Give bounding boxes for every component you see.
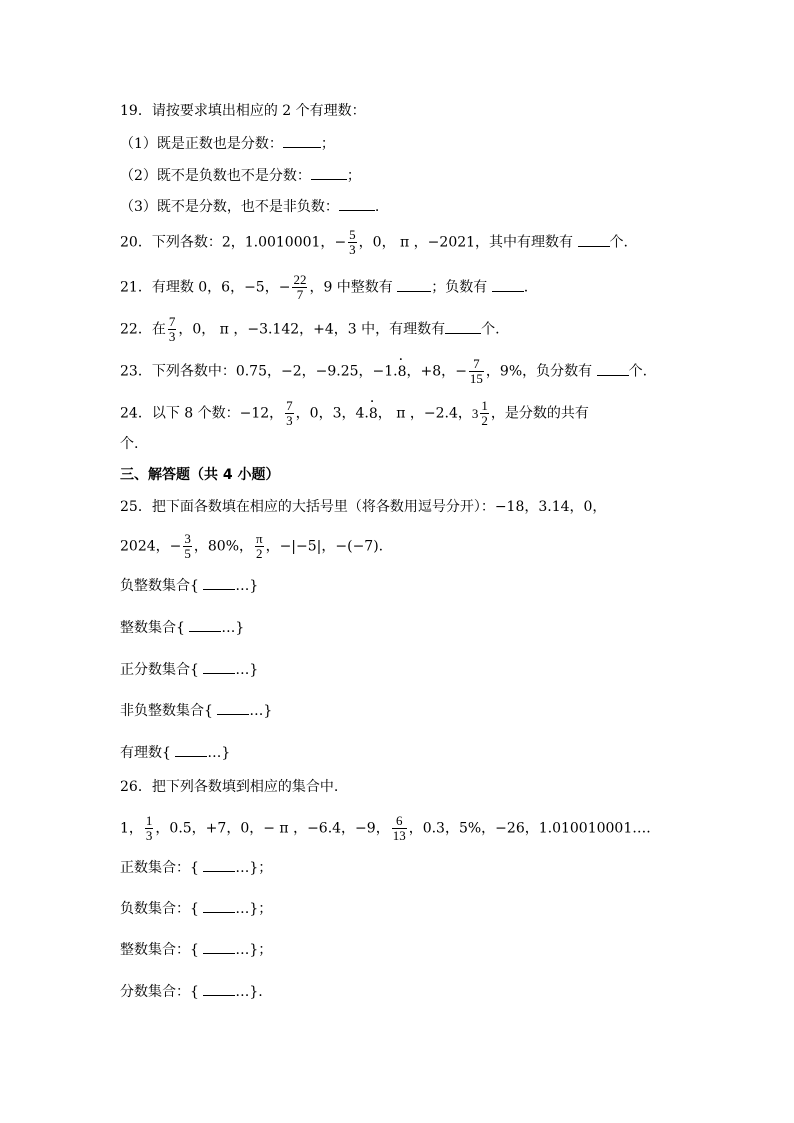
fraction-denominator: 7 [292, 287, 307, 302]
q26-text-b: ，0.5，+7，0，− π ，−6.4，−9， [155, 820, 390, 837]
q21-text-c: ；负数有 [431, 279, 492, 296]
set-label: 分数集合：{ [120, 984, 204, 1000]
q23-text-b: ，+8， [406, 363, 456, 380]
q24-text-b: ，0，3，4. [295, 405, 369, 422]
set-label: 有理数{ [120, 745, 176, 761]
answer-blank[interactable] [445, 319, 481, 334]
set-label: 正分数集合{ [120, 662, 204, 678]
q25-set-rationals [120, 742, 230, 763]
fraction-numerator: 7 [286, 398, 293, 413]
fraction-numerator: 22 [293, 272, 307, 287]
fraction-denominator: 2 [481, 413, 488, 428]
q25-line2 [120, 532, 383, 561]
q25-line1: 25．把下面各数填在相应的大括号里（将各数用逗号分开）：−18，3.14，0， [120, 499, 607, 515]
set-label: 整数集合：{ [120, 942, 204, 958]
answer-blank[interactable] [203, 898, 235, 913]
repeating-digit: · 8 [398, 362, 407, 382]
q22 [120, 315, 500, 344]
set-label: 整数集合{ [120, 620, 190, 636]
fraction-numerator: 1 [481, 398, 488, 413]
fraction-denominator: 15 [469, 371, 483, 386]
set-label: 负整数集合{ [120, 578, 204, 594]
set-end: …} [221, 620, 245, 636]
q24-text-a: 24．以下 8 个数：−12， [120, 405, 284, 422]
q22-fraction [168, 315, 177, 344]
q19-part3 [120, 196, 379, 217]
q22-text-a: 22．在 [120, 321, 166, 338]
q26-fraction-1 [145, 814, 154, 843]
q24 [120, 399, 589, 428]
answer-blank[interactable] [597, 361, 629, 376]
q21-neg: − [278, 279, 291, 296]
q19-part2 [120, 165, 361, 186]
answer-blank[interactable] [203, 981, 235, 996]
repeating-digit: · 8 [369, 404, 378, 424]
q25-set-negative-integers [120, 575, 258, 596]
fraction-denominator: 2 [256, 546, 263, 561]
fraction-denominator: 3 [286, 413, 293, 428]
q25-set-integers [120, 617, 244, 638]
set-end: …} [235, 578, 259, 594]
q23-text-c: ，9%，负分数有 [485, 363, 597, 380]
fraction-denominator: 13 [392, 828, 406, 843]
q25-pi-fraction [255, 532, 264, 561]
fraction-numerator: 7 [168, 314, 176, 329]
q26-text-c: ，0.3，5%，−26，1.010010001…. [408, 820, 651, 837]
q26-head: 26．把下列各数填到相应的集合中. [120, 779, 339, 795]
fraction-numerator: 5 [349, 227, 356, 242]
q23-text-d: 个. [628, 363, 648, 380]
q22-text-b: ，0， π ，−3.142，+4，3 中，有理数有 [178, 321, 446, 338]
mixed-whole: 3 [471, 405, 479, 421]
q25-text-b: 2024， [120, 538, 170, 555]
q23-fraction [469, 357, 484, 386]
q22-text-c: 个. [481, 321, 500, 338]
q24-mixed-number [472, 399, 491, 428]
q19-part1-text: （1）既是正数也是分数： [120, 136, 283, 152]
set-end: …}； [235, 860, 273, 876]
set-end: …}； [235, 942, 273, 958]
q26-numbers [120, 814, 651, 843]
fraction-numerator: 3 [184, 531, 191, 546]
answer-blank[interactable] [578, 232, 610, 247]
q24-text-c: ， π ，−2.4， [377, 405, 472, 422]
fraction-denominator: 5 [184, 546, 191, 561]
q26-fraction-2 [392, 814, 407, 843]
q19-part2-text: （2）既不是负数也不是分数： [120, 168, 311, 184]
q19-head: 19．请按要求填出相应的 2 个有理数： [120, 103, 366, 119]
q23-text-a: 23．下列各数中：0.75，−2，−9.25，−1. [120, 363, 398, 380]
q26-set-integer [120, 939, 272, 960]
q26-set-negative [120, 898, 272, 919]
q20-neg: − [334, 234, 347, 251]
answer-blank[interactable] [339, 196, 375, 211]
answer-blank[interactable] [283, 133, 321, 148]
fraction-denominator: 3 [168, 329, 176, 344]
q20-text-a: 20．下列各数：2，1.0010001， [120, 234, 335, 251]
q19-part2-end: ； [346, 168, 361, 184]
set-end: …} [249, 703, 273, 719]
q21 [120, 273, 528, 302]
set-label: 正数集合：{ [120, 860, 204, 876]
fraction-denominator: 3 [145, 828, 153, 843]
answer-blank[interactable] [217, 700, 249, 715]
set-end: …}； [235, 901, 273, 917]
answer-blank[interactable] [397, 277, 431, 292]
set-end: …}. [235, 984, 263, 1000]
q25-text-d: ，−|−5|，−(−7). [265, 538, 384, 555]
q25-fraction [183, 532, 192, 561]
q26-set-positive [120, 857, 272, 878]
answer-blank[interactable] [492, 277, 524, 292]
section-title: 三、解答题（共 4 小题） [120, 467, 280, 483]
q19-part3-text: （3）既不是分数，也不是非负数： [120, 199, 339, 215]
fraction-numerator: 1 [145, 813, 153, 828]
q25-text-c: ，80%， [193, 538, 253, 555]
q19-part3-end: . [374, 199, 380, 215]
q25-neg: − [169, 538, 182, 555]
answer-blank[interactable] [189, 617, 221, 632]
q25-set-nonnegative-integers [120, 700, 272, 721]
q23-neg: − [455, 363, 467, 380]
answer-blank[interactable] [175, 742, 207, 757]
answer-blank[interactable] [203, 857, 235, 872]
q25-set-positive-fractions [120, 659, 258, 680]
fraction-numerator: π [256, 531, 263, 546]
answer-blank[interactable] [203, 939, 235, 954]
q26-text-a: 1， [120, 820, 143, 837]
fraction-numerator: 6 [395, 813, 403, 828]
q24-text-d: ，是分数的共有 [490, 405, 589, 422]
fraction-denominator: 3 [349, 242, 356, 257]
set-label: 负数集合：{ [120, 901, 204, 917]
mixed-fraction [480, 399, 489, 428]
q20-text-c: 个. [609, 234, 628, 251]
q24-fraction [285, 399, 294, 428]
q21-fraction [292, 273, 307, 302]
q21-text-a: 21．有理数 0，6，−5， [120, 279, 279, 296]
q20-fraction [348, 228, 357, 257]
q23 [120, 357, 647, 386]
answer-blank[interactable] [203, 575, 235, 590]
q19-part1 [120, 133, 335, 154]
q20 [120, 228, 628, 257]
answer-blank[interactable] [203, 659, 235, 674]
q21-text-d: . [523, 279, 529, 296]
set-end: …} [235, 662, 259, 678]
q24-continuation: 个. [120, 436, 139, 452]
q20-text-b: ，0， π ，−2021，其中有理数有 [358, 234, 578, 251]
answer-blank[interactable] [311, 165, 347, 180]
q21-text-b: ，9 中整数有 [309, 279, 398, 296]
set-end: …} [207, 745, 231, 761]
q19-part1-end: ； [320, 136, 335, 152]
q26-set-fraction [120, 981, 263, 1002]
set-label: 非负整数集合{ [120, 703, 218, 719]
fraction-numerator: 7 [473, 356, 480, 371]
